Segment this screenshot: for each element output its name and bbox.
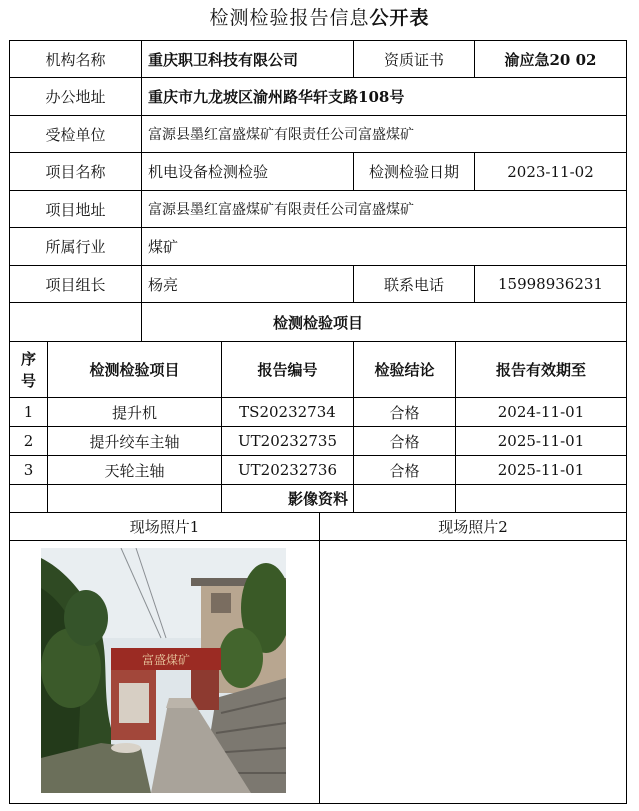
org-name-label: 机构名称: [45, 50, 106, 69]
item-header: 检测检验项目: [89, 361, 180, 379]
gate-sign-text: 富盛煤矿: [141, 653, 191, 667]
table-row-item: 天轮主轴: [104, 461, 165, 480]
table-row-item: 提升机: [111, 403, 157, 422]
industry-label: 所属行业: [45, 238, 106, 256]
report-number-header: 报告编号: [257, 361, 318, 379]
seq-header-bottom: 号: [20, 371, 36, 390]
table-row-report: TS20232734: [239, 403, 336, 421]
media-section-heading: 影像资料: [287, 490, 348, 508]
table-row-valid: 2025-11-01: [497, 432, 585, 450]
table-row-valid: 2025-11-01: [497, 461, 585, 479]
conclusion-header: 检验结论: [374, 361, 435, 379]
seq-header-top: 序: [20, 349, 36, 368]
inspected-unit-label: 受检单位: [45, 125, 106, 144]
site-photo-1: [41, 548, 286, 793]
phone-value: 15998936231: [498, 275, 603, 293]
table-row-report: UT20232735: [238, 432, 337, 450]
team-leader-value: 杨亮: [148, 275, 179, 294]
project-name-value: 机电设备检测检验: [148, 163, 269, 181]
industry-value: 煤矿: [148, 238, 179, 256]
team-leader-label: 项目组长: [45, 275, 106, 294]
org-name-value: 重庆职卫科技有限公司: [148, 50, 299, 69]
project-site-label: 项目地址: [45, 200, 106, 219]
inspected-unit-value: 富源县墨红富盛煤矿有限责任公司富盛煤矿: [148, 127, 414, 143]
photo2-label: 现场照片2: [438, 518, 508, 536]
cert-label: 资质证书: [383, 50, 444, 69]
valid-until-header: 报告有效期至: [495, 361, 586, 379]
inspection-date-label: 检测检验日期: [368, 163, 459, 181]
photo1-label: 现场照片1: [129, 518, 200, 536]
table-row-conclusion: 合格: [389, 461, 420, 480]
table-row-valid: 2024-11-01: [497, 403, 585, 421]
table-row-seq: 3: [23, 461, 34, 479]
project-name-label: 项目名称: [45, 163, 106, 181]
project-site-value: 富源县墨红富盛煤矿有限责任公司富盛煤矿: [148, 202, 414, 218]
office-address-value: 重庆市九龙坡区渝州路华轩支路108号: [148, 88, 405, 106]
phone-label: 联系电话: [383, 275, 444, 294]
cert-value: 渝应急20 02: [504, 50, 597, 69]
table-row-seq: 2: [23, 432, 34, 450]
report-table: [9, 40, 627, 804]
page-title: 检测检验报告信息公开表: [209, 7, 430, 29]
table-row-report: UT20232736: [238, 461, 337, 479]
table-row-conclusion: 合格: [389, 403, 420, 422]
seq-header: [10, 342, 47, 397]
table-row-item: 提升绞车主轴: [89, 432, 180, 451]
office-address-label: 办公地址: [45, 88, 106, 106]
inspection-date-value: 2023-11-02: [507, 162, 594, 181]
items-section-heading: 检测检验项目: [272, 313, 363, 332]
table-row-conclusion: 合格: [389, 432, 420, 451]
table-row-seq: 1: [23, 403, 34, 421]
